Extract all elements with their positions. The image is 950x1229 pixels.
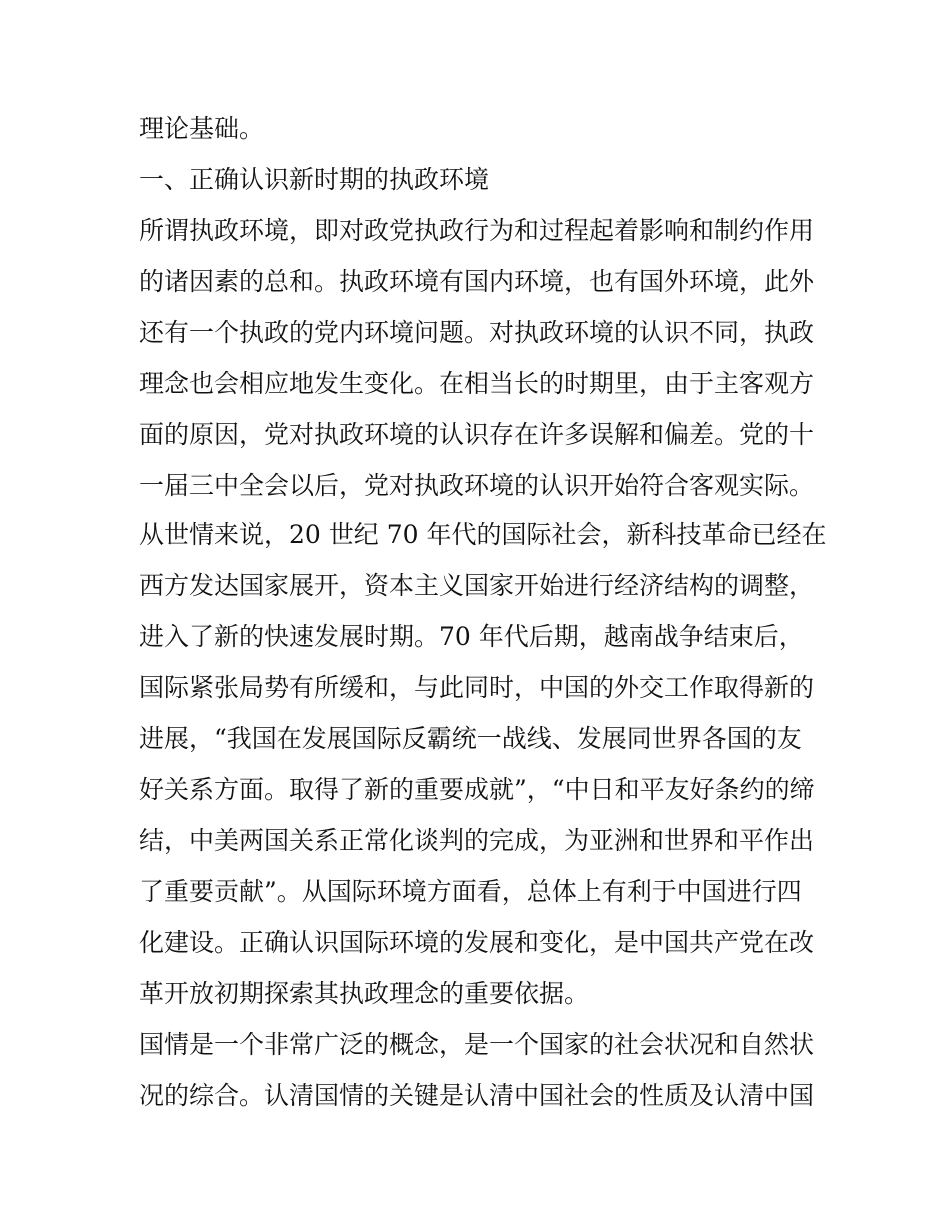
text-line: 理论基础。: [139, 114, 265, 143]
text-line: 国际紧张局势有所缓和，与此同时，中国的外交工作取得新的: [139, 673, 815, 702]
text-line: 一届三中全会以后，党对执政环境的认识开始符合客观实际。: [139, 471, 815, 500]
text-line: 还有一个执政的党内环境问题。对执政环境的认识不同，执政: [139, 318, 815, 347]
text-line: 的诸因素的总和。执政环境有国内环境，也有国外环境，此外: [139, 267, 815, 296]
section-heading: 一、正确认识新时期的执政环境: [139, 165, 490, 194]
text-line: 况的综合。认清国情的关键是认清中国社会的性质及认清中国: [139, 1081, 815, 1110]
text-line: 面的原因，党对执政环境的认识存在许多误解和偏差。党的十: [139, 420, 815, 449]
text-line: 所谓执政环境，即对政党执政行为和过程起着影响和制约作用: [139, 216, 815, 245]
text-line: 好关系方面。取得了新的重要成就”，“中日和平友好条约的缔: [139, 775, 815, 804]
text-line: 从世情来说，20 世纪 70 年代的国际社会，新科技革命已经在: [139, 520, 827, 549]
text-line: 西方发达国家展开，资本主义国家开始进行经济结构的调整，: [139, 571, 815, 600]
text-line: 进入了新的快速发展时期。70 年代后期，越南战争结束后，: [139, 622, 804, 651]
text-line: 化建设。正确认识国际环境的发展和变化，是中国共产党在改: [139, 928, 815, 957]
text-line: 革开放初期探索其执政理念的重要依据。: [139, 979, 590, 1008]
text-line: 国情是一个非常广泛的概念，是一个国家的社会状况和自然状: [139, 1030, 815, 1059]
text-line: 结，中美两国关系正常化谈判的完成，为亚洲和世界和平作出: [139, 826, 815, 855]
text-line: 理念也会相应地发生变化。在相当长的时期里，由于主客观方: [139, 369, 815, 398]
text-line: 了重要贡献”。从国际环境方面看，总体上有利于中国进行四: [139, 877, 802, 906]
text-line: 进展，“我国在发展国际反霸统一战线、发展同世界各国的友: [139, 724, 802, 753]
